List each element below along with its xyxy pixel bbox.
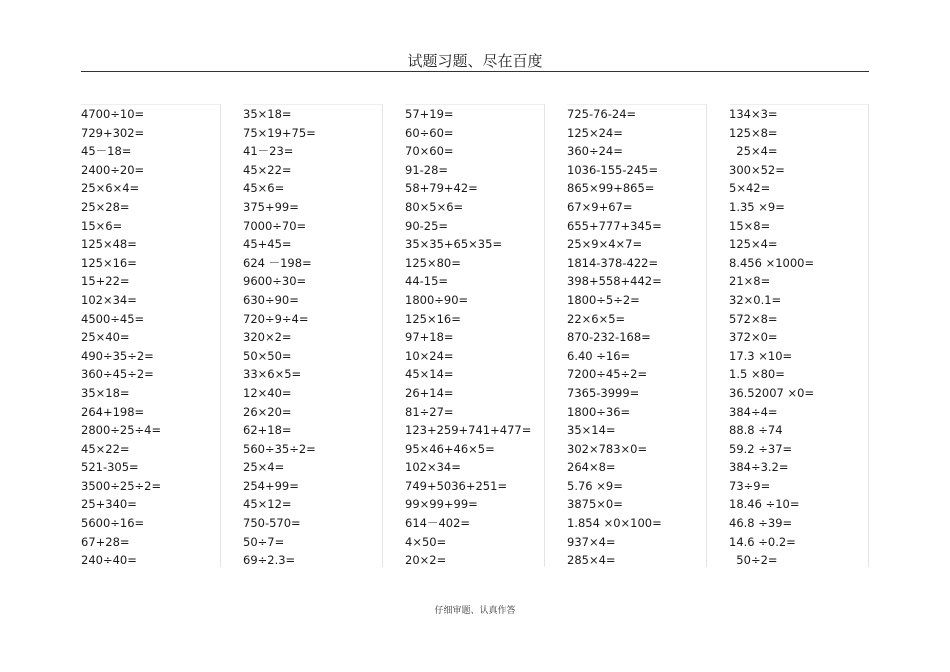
math-problem: 3875×0=: [567, 497, 623, 512]
math-problem: 25×4=: [729, 144, 778, 159]
math-problem: 25×6×4=: [81, 181, 140, 196]
math-problem: 125×80=: [405, 255, 461, 270]
math-problem: 1.854 ×0×100=: [567, 516, 662, 531]
math-problem: 725-76-24=: [567, 107, 637, 121]
math-problem: 25×9×4×7=: [567, 237, 643, 252]
math-problem: 50×50=: [243, 348, 292, 363]
math-problem: 25×40=: [81, 330, 130, 345]
math-problem: 123+259+741+477=: [405, 423, 532, 438]
math-problem: 35×18=: [243, 107, 292, 121]
math-problem: 58+79+42=: [405, 181, 478, 196]
math-problem: 10×24=: [405, 348, 454, 363]
math-problem: 302×783×0=: [567, 441, 648, 456]
math-problem: 7000÷70=: [243, 218, 307, 233]
math-problem: 15+22=: [81, 274, 130, 289]
math-problem: 937×4=: [567, 534, 616, 549]
math-problem: 57+19=: [405, 107, 454, 121]
math-problem: 865×99+865=: [567, 181, 655, 196]
problem-column-1: [81, 104, 221, 567]
math-problem: 1.5 ×80=: [729, 367, 785, 382]
math-problem: 125×16=: [81, 255, 137, 270]
math-problem: 729+302=: [81, 125, 145, 140]
math-problem: 45×12=: [243, 497, 292, 512]
math-problem: 15×6=: [81, 218, 123, 233]
math-problem: 285×4=: [567, 553, 616, 567]
math-problem: 73÷9=: [729, 478, 771, 493]
math-problem: 750-570=: [243, 516, 301, 531]
math-problem: 70×60=: [405, 144, 454, 159]
math-problem: 102×34=: [81, 292, 137, 307]
math-problem: 20×2=: [405, 553, 447, 567]
math-problem: 45×22=: [243, 162, 292, 177]
math-problem: 6.40 ÷16=: [567, 348, 631, 363]
math-problem: 25×28=: [81, 199, 130, 214]
math-problem: 870-232-168=: [567, 330, 651, 345]
math-problem: 125×48=: [81, 237, 137, 252]
math-problem: 1.35 ×9=: [729, 199, 785, 214]
math-problem: 749+5036+251=: [405, 478, 508, 493]
math-problem: 69÷2.3=: [243, 553, 296, 567]
math-problem: 240÷40=: [81, 553, 137, 567]
math-problem: 125×24=: [567, 125, 623, 140]
page-title: 试题习题、尽在百度: [407, 52, 543, 70]
math-problem: 88.8 ÷74: [729, 423, 783, 438]
math-problem: 15×8=: [729, 218, 771, 233]
math-problem: 614－402=: [405, 516, 471, 531]
math-problem: 80×5×6=: [405, 199, 464, 214]
math-problem: 1814-378-422=: [567, 255, 659, 270]
math-problem: 4700÷10=: [81, 107, 145, 121]
math-problem: 45×6=: [243, 181, 285, 196]
footer-note: 仔细审题、认真作答: [434, 606, 516, 616]
math-problem: 35×14=: [567, 423, 616, 438]
math-problem: 35×18=: [81, 385, 130, 400]
math-problem: 45+45=: [243, 237, 292, 252]
math-problem: 125×16=: [405, 311, 461, 326]
math-problem: 25×4=: [243, 460, 285, 475]
math-problem: 32×0.1=: [729, 292, 782, 307]
math-problem: 5600÷16=: [81, 516, 145, 531]
math-problem: 75×19+75=: [243, 125, 316, 140]
math-problem: 630÷90=: [243, 292, 299, 307]
math-problem: 9600÷30=: [243, 274, 307, 289]
math-problem: 572×8=: [729, 311, 778, 326]
math-problem: 26×20=: [243, 404, 292, 419]
math-problem: 320×2=: [243, 330, 292, 345]
math-problem: 91-28=: [405, 162, 449, 177]
math-problem: 372×0=: [729, 330, 778, 345]
problem-column-4: [567, 104, 707, 567]
math-problem: 21×8=: [729, 274, 771, 289]
math-problem: 8.456 ×1000=: [729, 255, 815, 270]
math-problem: 33×6×5=: [243, 367, 302, 382]
math-problem: 46.8 ÷39=: [729, 516, 793, 531]
math-problem: 45×14=: [405, 367, 454, 382]
math-problem: 264×8=: [567, 460, 616, 475]
math-problem: 360÷24=: [567, 144, 623, 159]
math-problem: 384÷4=: [729, 404, 778, 419]
math-problem: 26+14=: [405, 385, 454, 400]
math-problem: 521-305=: [81, 460, 139, 475]
math-problem: 1800÷36=: [567, 404, 631, 419]
math-problem: 560÷35÷2=: [243, 441, 316, 456]
math-problem: 7200÷45÷2=: [567, 367, 648, 382]
problem-column-2: [243, 104, 383, 567]
math-problem: 41－23=: [243, 144, 294, 159]
math-problem: 81÷27=: [405, 404, 454, 419]
math-problem: 90-25=: [405, 218, 449, 233]
math-problem: 25+340=: [81, 497, 137, 512]
math-problem: 36.52007 ×0=: [729, 385, 815, 400]
math-problem: 1800÷90=: [405, 292, 469, 307]
math-problem: 384÷3.2=: [729, 460, 789, 475]
math-problem: 17.3 ×10=: [729, 348, 793, 363]
math-problem: 60÷60=: [405, 125, 454, 140]
math-problem: 1800÷5÷2=: [567, 292, 640, 307]
math-problem: 50÷2=: [729, 553, 778, 567]
math-problem: 99×99+99=: [405, 497, 478, 512]
math-problem: 398+558+442=: [567, 274, 662, 289]
math-problem: 2800÷25÷4=: [81, 423, 162, 438]
math-problem: 3500÷25÷2=: [81, 478, 162, 493]
math-problem: 1036-155-245=: [567, 162, 659, 177]
header-divider: [81, 71, 869, 72]
math-problem: 125×4=: [729, 237, 778, 252]
problem-column-3: [405, 104, 545, 567]
math-problem: 4500÷45=: [81, 311, 145, 326]
math-problem: 45×22=: [81, 441, 130, 456]
math-problem: 5.76 ×9=: [567, 478, 623, 493]
math-problem: 45－18=: [81, 144, 132, 159]
math-problem: 67+28=: [81, 534, 130, 549]
math-problem: 2400÷20=: [81, 162, 145, 177]
math-problem: 264+198=: [81, 404, 145, 419]
math-problem: 59.2 ÷37=: [729, 441, 793, 456]
math-problem: 490÷35÷2=: [81, 348, 154, 363]
math-problem: 44-15=: [405, 274, 449, 289]
math-problem: 655+777+345=: [567, 218, 662, 233]
math-problem: 12×40=: [243, 385, 292, 400]
math-problem: 125×8=: [729, 125, 778, 140]
math-problem: 95×46+46×5=: [405, 441, 495, 456]
math-problem: 102×34=: [405, 460, 461, 475]
math-problem: 97+18=: [405, 330, 454, 345]
math-problem: 134×3=: [729, 107, 778, 121]
math-problem: 360÷45÷2=: [81, 367, 154, 382]
math-problem: 7365-3999=: [567, 385, 640, 400]
math-problem: 375+99=: [243, 199, 299, 214]
math-problem: 14.6 ÷0.2=: [729, 534, 796, 549]
math-problem: 300×52=: [729, 162, 785, 177]
math-problem: 5×42=: [729, 181, 771, 196]
problem-column-5: [729, 104, 869, 567]
math-problem: 720÷9÷4=: [243, 311, 309, 326]
math-problem: 4×50=: [405, 534, 447, 549]
math-problem: 67×9+67=: [567, 199, 633, 214]
math-problem: 35×35+65×35=: [405, 237, 503, 252]
math-problem: 22×6×5=: [567, 311, 626, 326]
math-problem: 62+18=: [243, 423, 292, 438]
math-problem: 624 －198=: [243, 255, 312, 270]
math-problem: 50÷7=: [243, 534, 285, 549]
math-problem: 18.46 ÷10=: [729, 497, 800, 512]
math-problem: 254+99=: [243, 478, 299, 493]
